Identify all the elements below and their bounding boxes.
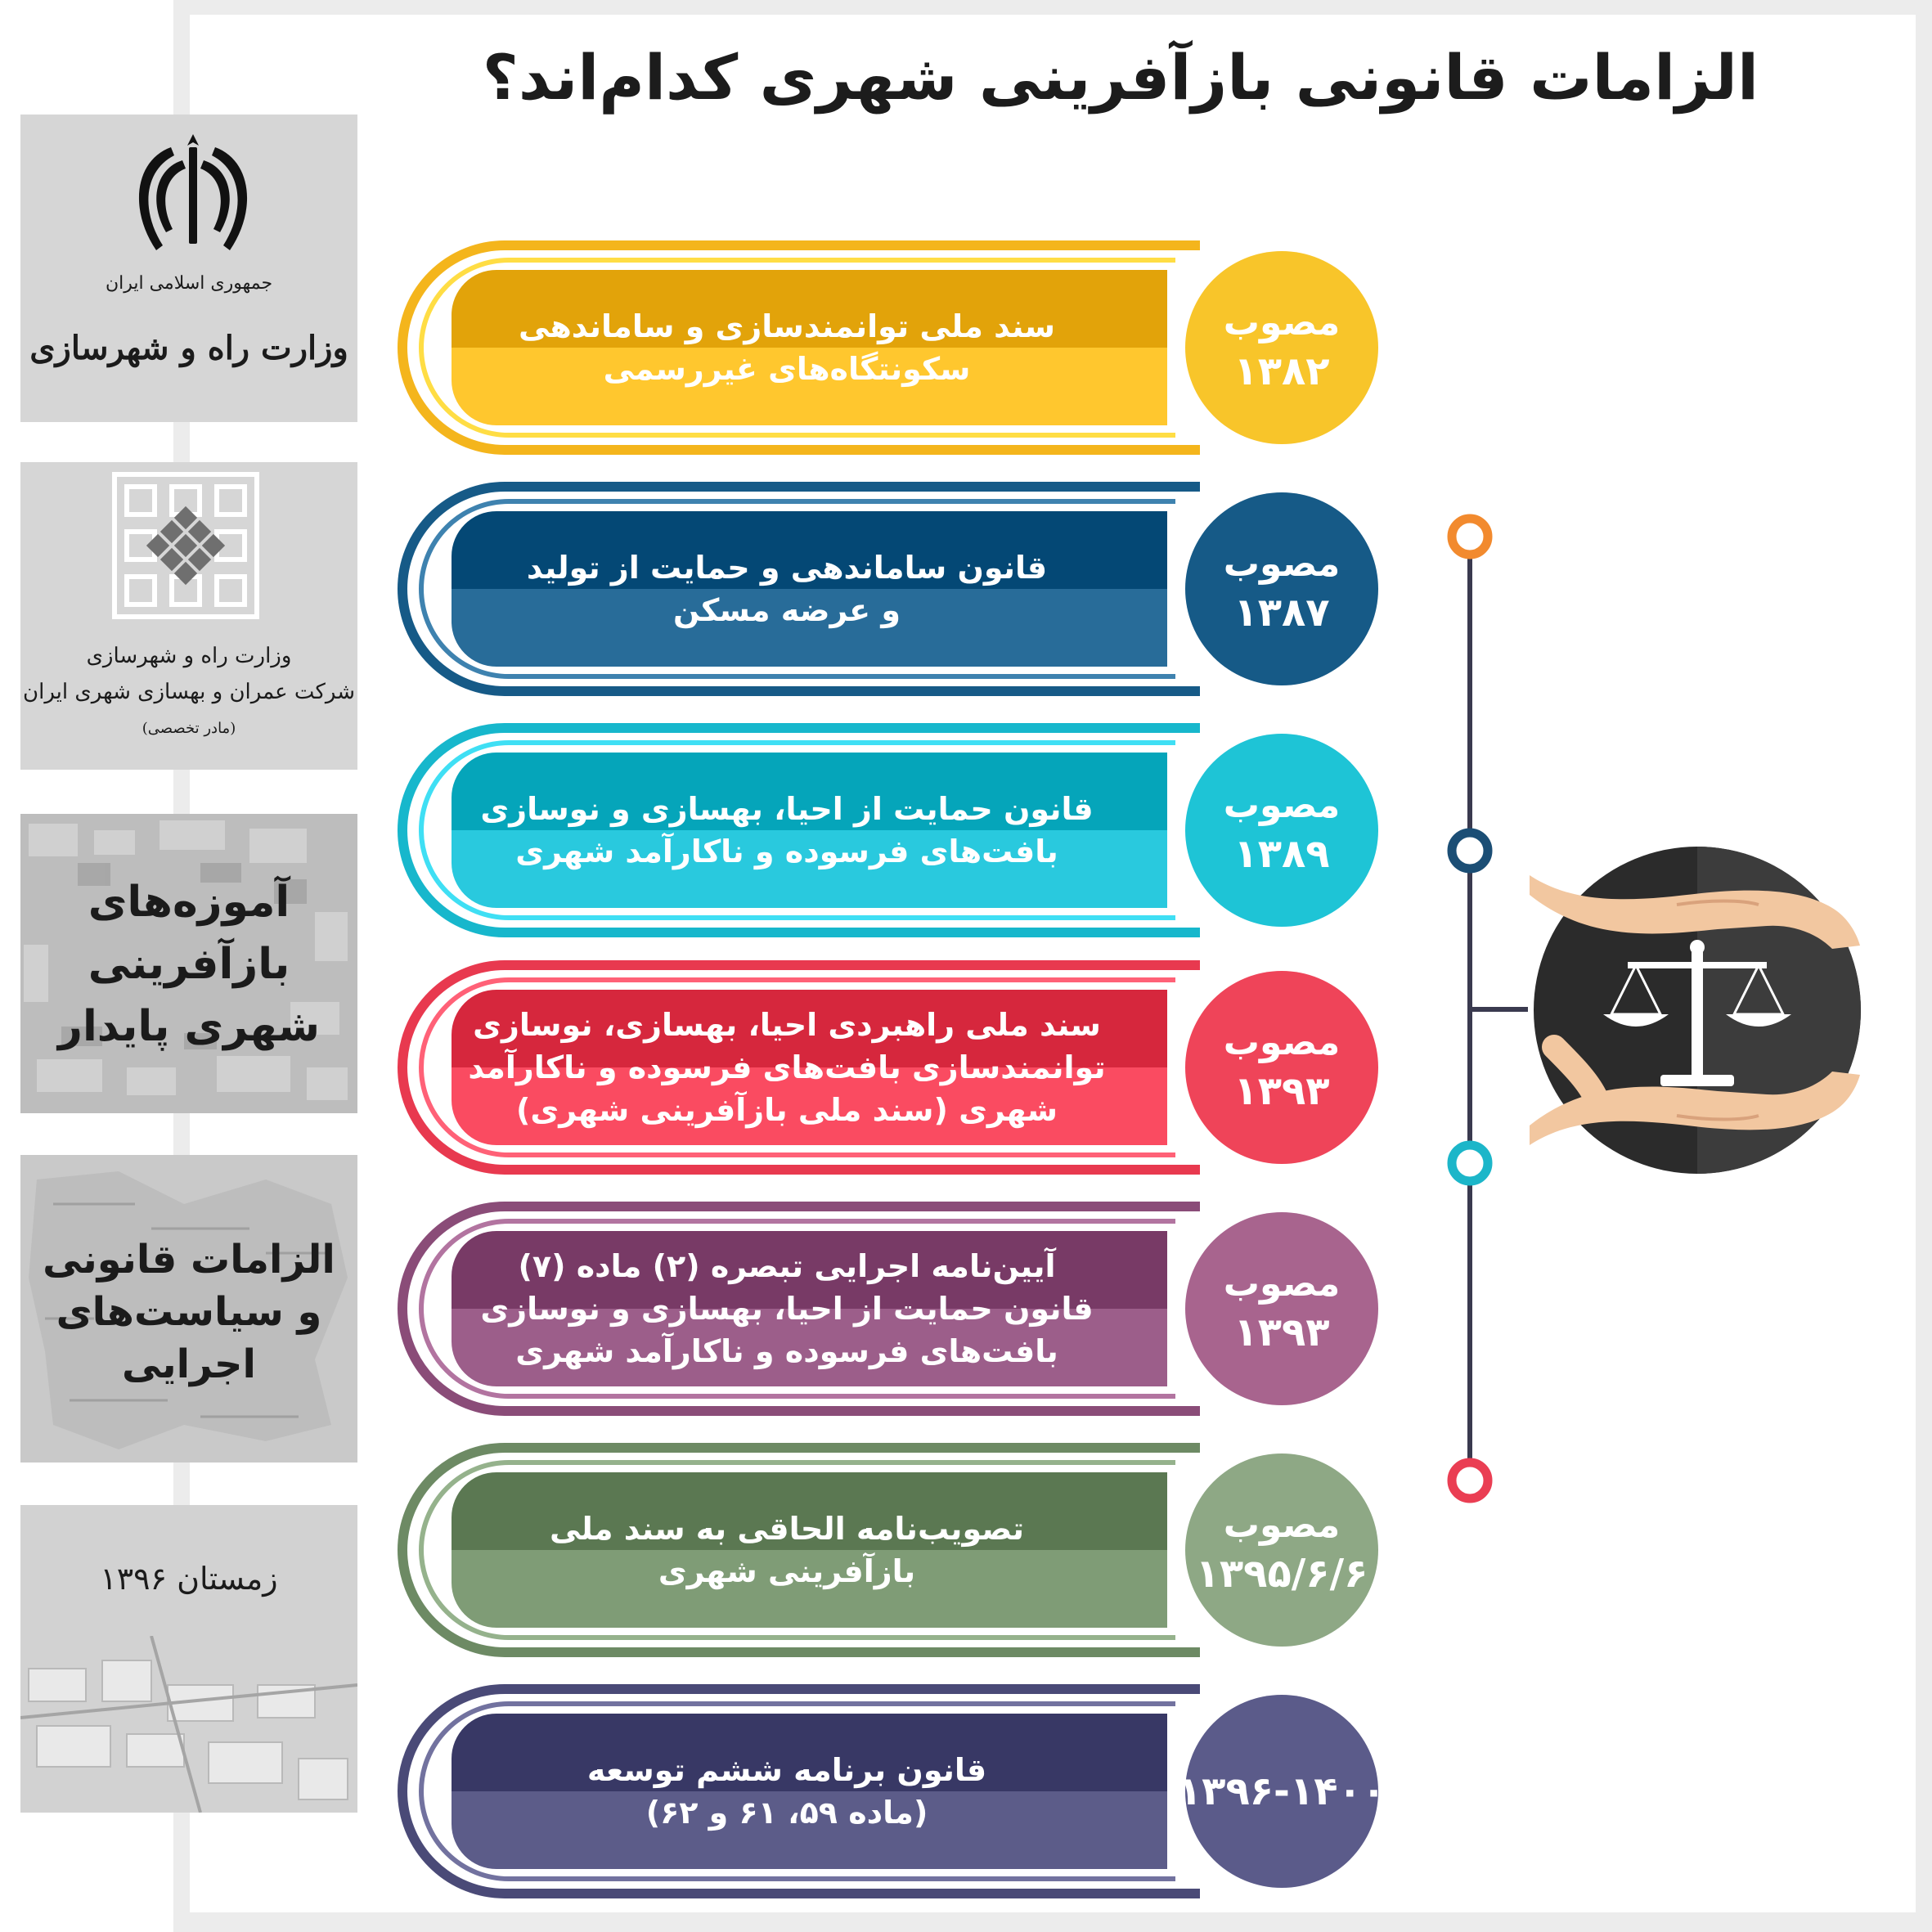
approval-badge [1159,728,1404,932]
law-row-7 [407,1681,1421,1902]
law-title [456,1697,1118,1885]
law-title-line: بافت‌های فرسوده و ناکارآمد شهری [515,1333,1058,1369]
section-title-line1: الزامات قانونی [43,1237,335,1283]
law-row-3 [407,720,1421,941]
law-title-line: و عرضه مسکن [673,592,901,628]
law-row-1 [407,237,1421,458]
approval-year: ۱۳۸۲ [1233,348,1330,394]
book-title-panel [20,814,357,1113]
approval-label: مصوب [1223,784,1341,826]
law-title-line: قانون حمایت از احیا، بهسازی و نوسازی [480,1291,1094,1327]
law-title-line: قانون حمایت از احیا، بهسازی و نوسازی [480,791,1094,827]
approval-badge [1159,487,1404,691]
law-title-line: قانون برنامه ششم توسعه [586,1752,987,1788]
approval-badge [1159,1448,1404,1652]
approval-year: ۱۳۹۳ [1233,1310,1330,1355]
approval-year: ۱۳۹۳ [1233,1068,1330,1114]
justice-scale-icon [1505,842,1889,1178]
timeline-dot-cyan [1452,1145,1488,1181]
approval-label: مصوب [1223,1504,1341,1546]
company-logo-panel [20,462,357,770]
law-title [456,736,1118,924]
book-title-line2: بازآفرینی [88,940,290,989]
law-row-2 [407,479,1421,699]
law-row-5 [407,1198,1421,1419]
approval-label: مصوب [1223,543,1341,585]
law-title-line: تصویب‌نامه الحاقی به سند ملی [550,1511,1024,1547]
company-name: شرکت عمران و بهسازی شهری ایران [23,680,355,704]
approval-label: مصوب [1223,1263,1341,1305]
law-title [456,1456,1118,1644]
law-title-line: (ماده ۵۹، ۶۱ و ۶۲) [645,1795,928,1831]
company-emblem-icon [112,472,259,619]
page-title: الزامات قانونی بازآفرینی شهری کدام‌اند؟ [482,41,1759,114]
approval-badge [1159,965,1404,1170]
publication-date: زمستان ۱۳۹۶ [100,1561,278,1597]
law-title-line: آیین‌نامه اجرایی تبصره (۲) ماده (۷) [518,1248,1056,1284]
law-title [456,254,1118,442]
law-title-line: سکونتگاه‌های غیررسمی [603,351,971,387]
approval-badge [1159,1206,1404,1411]
timeline-dot-red [1452,1462,1488,1498]
ministry-name: وزارت راه و شهرسازی [29,329,348,367]
section-title-panel [20,1155,357,1462]
company-subtitle: (مادر تخصصی) [142,720,236,737]
law-title-line: شهری (سند ملی بازآفرینی شهری) [516,1092,1058,1128]
approval-year: ۱۳۹۶-۱۴۰۰ [1177,1768,1386,1814]
approval-label: مصوب [1223,302,1341,344]
section-title-line3: اجرایی [122,1341,256,1387]
timeline-dot-orange [1452,519,1488,555]
law-title-line: بازآفرینی شهری [658,1553,916,1589]
law-title [456,973,1118,1161]
law-title-line: سند ملی توانمندسازی و ساماندهی [519,308,1055,344]
republic-name: جمهوری اسلامی ایران [105,273,273,294]
law-title-line: قانون ساماندهی و حمایت از تولید [526,550,1048,586]
approval-badge [1159,245,1404,450]
approval-year: ۱۳۸۷ [1233,590,1330,636]
date-panel [20,1505,357,1813]
ministry-logo-panel [20,115,357,422]
timeline-dot-navy [1452,833,1488,869]
approval-year: ۱۳۸۹ [1233,831,1330,877]
law-title-line: توانمندسازی بافت‌های فرسوده و ناکارآمد [468,1049,1106,1085]
law-title [456,1215,1118,1403]
company-ministry: وزارت راه و شهرسازی [86,644,292,668]
law-title [456,495,1118,683]
book-title-line3: شهری پایدار [58,1002,320,1051]
law-row-6 [407,1440,1421,1660]
law-title-line: سند ملی راهبردی احیا، بهسازی، نوسازی [473,1007,1101,1043]
section-title-line2: و سیاست‌های [56,1289,322,1335]
approval-year: ۱۳۹۵/۶/۶ [1195,1551,1368,1597]
book-title-line1: آموزه‌های [88,878,290,927]
approval-label: مصوب [1223,1022,1341,1063]
law-row-4 [407,957,1421,1178]
city-plan-image [20,1636,357,1813]
law-title-line: بافت‌های فرسوده و ناکارآمد شهری [515,833,1058,869]
iran-emblem-icon [124,128,263,267]
approval-badge [1159,1689,1404,1894]
